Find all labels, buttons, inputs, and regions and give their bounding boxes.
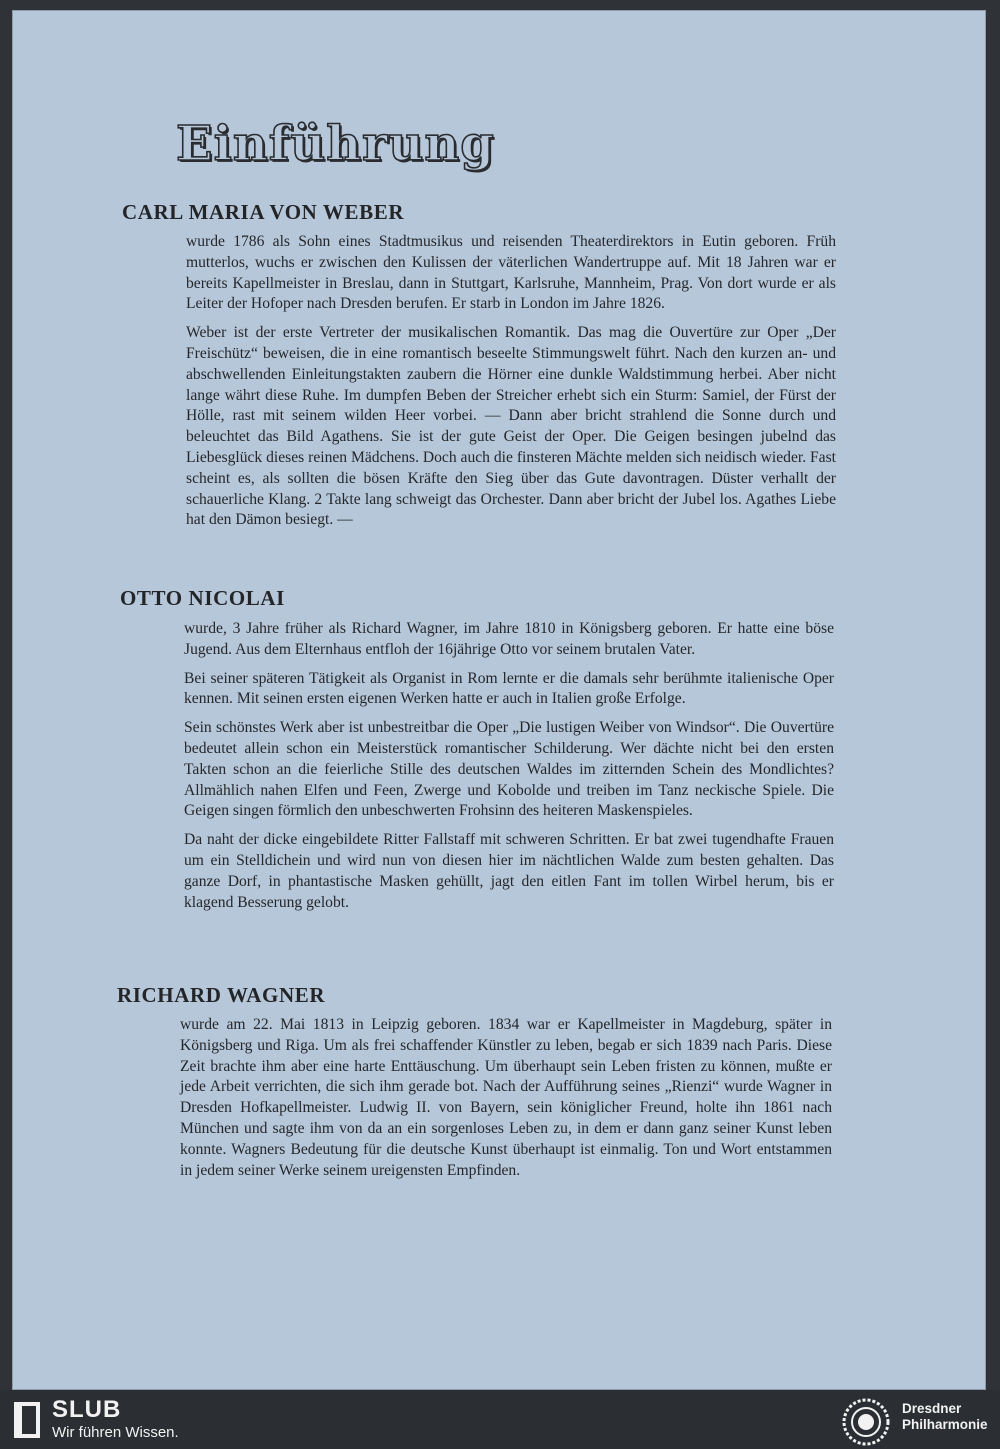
slub-logo-icon [14,1402,40,1438]
section-heading-weber: CARL MARIA VON WEBER [122,200,405,224]
page-title: Einführung [176,116,495,172]
philharmonie-brand-line1: Dresdner [902,1401,962,1416]
paragraph: wurde am 22. Mai 1813 in Leipzig geboren. 1834 war er Kapellmeister in Magdeburg, später in Königsberg und Riga. Um als frei schaffender Künstler zu leben, begab er sich 1839 nach Paris. Diese Zeit brachte ihm aber eine harte Enttäuschung. Um überhaupt sein Leben fristen zu können, mußte er jede Arbeit verrichten, die sich ihm gerade bot. Nach der Aufführung seines „Rienzi“ wurde Wagner in Dresden Hofkapellmeister. Ludwig II. von Bayern, sein königlicher Freund, holte ihn 1861 nach München und sagte ihm von da an ein sorgenloses Leben zu, in dem er dann ganz seiner Kunst leben konnte. Wagners Bedeutung für die deutsche Kunst überhaupt ist einmalig. Ton und Wort entstammen in jedem seiner Werke seinem ureigensten Empfinden. [180,1016,832,1179]
slub-brand: SLUB [52,1396,122,1423]
paragraph: Bei seiner späteren Tätigkeit als Organist in Rom lernte er die damals sehr berühmte italienische Oper kennen. Mit seinen ersten eigenen Werken hatte er auch in Italien große Erfolge. [184,669,834,708]
section-heading-nicolai: OTTO NICOLAI [120,586,285,610]
section-body-wagner [180,1015,832,1189]
paragraph: wurde 1786 als Sohn eines Stadtmusikus und reisenden Theaterdirektors in Eutin geboren. Früh mutterlos, wuchs er zwischen den Kulissen der väterlichen Wandertruppe auf. Mit 18 Jahren war er bereits Kapellmeister in Breslau, dann in Stuttgart, Karlsruhe, Mannheim, Prag. Von dort wurde er als Leiter der Hofoper nach Dresden berufen. Er starb in London im Jahre 1826. [186,233,836,313]
paragraph: Da naht der dicke eingebildete Ritter Fallstaff mit schweren Schritten. Er bat zwei tugendhafte Frauen um ein Stelldichein und wird nun von diesen hier im nächtlichen Walde zum besten gehalten. Das ganze Dorf, in phantastische Masken gehüllt, jagt den eitlen Fant im tollen Wirbel herum, bis er klagend Besserung gelobt. [184,831,834,911]
philharmonie-brand-line2: Philharmonie [902,1417,988,1432]
section-body-nicolai [184,619,834,921]
philharmonie-logo-icon [842,1398,890,1446]
section-heading-wagner: RICHARD WAGNER [117,983,326,1007]
paragraph: wurde, 3 Jahre früher als Richard Wagner, im Jahre 1810 in Königsberg geboren. Er hatte eine böse Jugend. Aus dem Elternhaus entfloh der 16jährige Otto vor seinem brutalen Vater. [184,620,834,658]
footer-bar [0,1390,1000,1449]
section-body-weber [186,232,836,539]
paragraph: Weber ist der erste Vertreter der musikalischen Romantik. Das mag die Ouvertüre zur Oper „Der Freischütz“ beweisen, die in eine romantisch beseelte Stimmungswelt führt. Nach den kurzen an- und abschwellenden Einleitungstakten zaubern die Hörner eine dunkle Waldstimmung herbei. Aber nicht lange währt diese Ruhe. Im dumpfen Beben der Streicher erhebt sich ein Sturm: Samiel, der Fürst der Hölle, rast mit seinem wilden Heer vorbei. — Dann aber bricht strahlend die Sonne durch und beleuchtet das Bild Agathens. Sie ist der gute Geist der Oper. Die Geigen besingen jubelnd das Liebesglück dieses reinen Mädchens. Doch auch die finsteren Mächte melden sich neidisch wieder. Fast scheint es, als sollten die bösen Kräfte den Sieg über das Gute davontragen. Düster verhallt der schauerliche Klang. 2 Takte lang schweigt das Orchester. Dann aber bricht der Jubel los. Agathes Liebe hat den Dämon besiegt. — [186,324,836,529]
paragraph: Sein schönstes Werk aber ist unbestreitbar die Oper „Die lustigen Weiber von Windsor“. Die Ouvertüre bedeutet allein schon ein Meisterstück romantischer Schilderung. Wer dächte nicht bei den ersten Takten schon an die feierliche Stille des deutschen Waldes im zitternden Schein des Mondlichtes? Allmählich nahen Elfen und Feen, Zwerge und Kobolde und treiben im Tanz neckische Spiele. Die Geigen singen förmlich den unbeschwerten Frohsinn des heiteren Maskenspieles. [184,719,834,820]
philharmonie-brand [902,1401,988,1433]
slub-tagline: Wir führen Wissen. [52,1424,179,1441]
